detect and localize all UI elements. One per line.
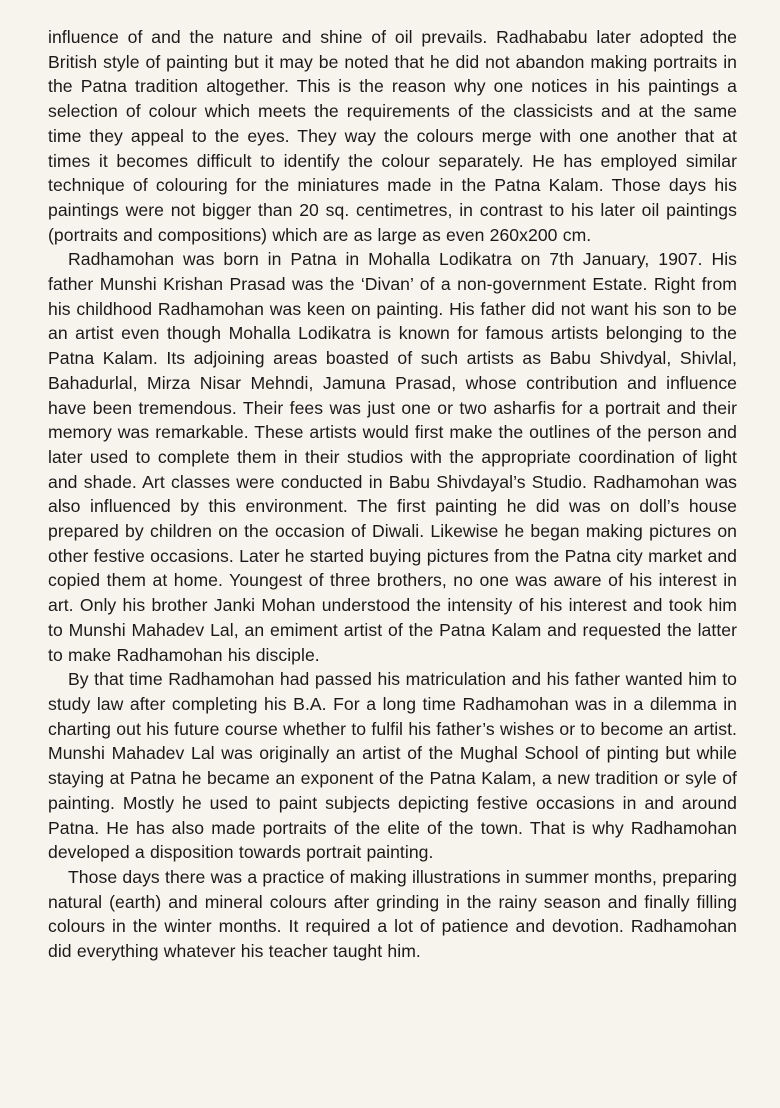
paragraph-birth-and-childhood: Radhamohan was born in Patna in Mohalla Lodikatra on 7th January, 1907. His father Munshi Krishan Prasad was the ‘Divan’ of a non-government Estate. Right from his childhood Radhamohan was keen on painting. His father did not want his son to be an artist even though Mohalla Lodikatra is known for famous artists belonging to the Patna Kalam. Its adjoining areas boasted of such artists as Babu Shivdyal, Shivlal, Bahadurlal, Mirza Nisar Mehndi, Jamuna Prasad, whose contribution and influence have been tremendous. Their fees was just one or two asharfis for a portrait and their memory was remarkable. These artists would first make the outlines of the person and later used to complete them in their studios with the appropriate coordination of light and shade. Art classes were conducted in Babu Shivdayal’s Studio. Radhamohan was also influenced by this environment. The first painting he did was on doll’s house prepared by children on the occasion of Diwali. Likewise he began making pictures on other festive occasions. Later he started buying pictures from the Patna city market and copied them at home. Youngest of three brothers, no one was aware of his interest in art. Only his brother Janki Mohan understood the intensity of his interest and took him to Munshi Mahadev Lal, an emiment artist of the Patna Kalam and requested the latter to make Radhamohan his disciple.: [48, 249, 737, 665]
paragraph-seasonal-practice: Those days there was a practice of making illustrations in summer months, preparing natural (earth) and mineral colours after grinding in the rainy season and finally filling colours in the winter months. It required a lot of patience and devotion. Radhamohan did everything whatever his teacher taught him.: [48, 866, 737, 962]
paragraph-oil-painting-style: influence of and the nature and shine of oil prevails. Radhababu later adopted the British style of painting but it may be noted that he did not abandon making portraits in the Patna tradition altogether. This is the reason why one notices in his paintings a selection of colour which meets the requirements of the classicists and at the same time they appeal to the eyes. They way the colours merge with one another that at times it becomes difficult to identify the colour separately. He has employed similar technique of colouring for the miniatures made in the Patna Kalam. Those days his paintings were not bigger than 20 sq. centimetres, in contrast to his later oil paintings (portraits and compositions) which are as large as even 260x200 cm.: [48, 27, 737, 245]
text-column: [48, 25, 737, 964]
paragraph-matriculation-and-dilemma: By that time Radhamohan had passed his matriculation and his father wanted him to study law after completing his B.A. For a long time Radhamohan was in a dilemma in charting out his future course whether to fulfil his father’s wishes or to become an artist. Munshi Mahadev Lal was originally an artist of the Mughal School of pinting but while staying at Patna he became an exponent of the Patna Kalam, a new tradition or syle of painting. Mostly he used to paint subjects depicting festive occasions in and around Patna. He has also made portraits of the elite of the town. That is why Radhamohan developed a disposition towards portrait painting.: [48, 669, 737, 863]
